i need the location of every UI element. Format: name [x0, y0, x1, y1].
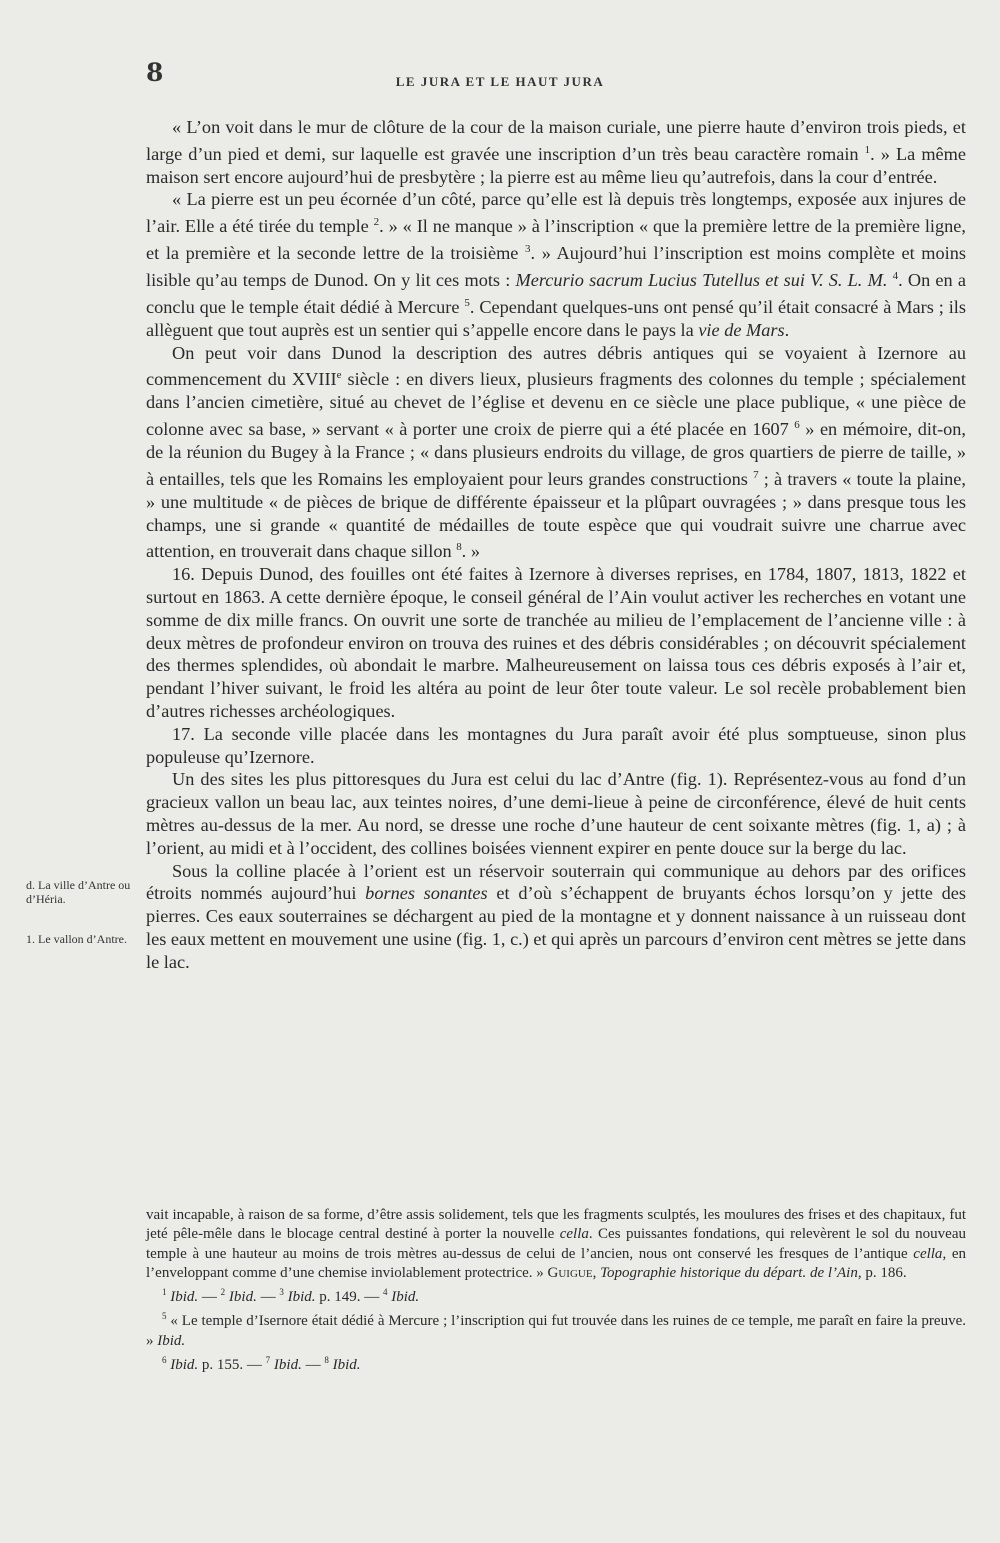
paragraph: Sous la colline placée à l’orient est un réservoir souterrain qui communique au dehors par des orifices étroits nommés aujourd’hui bornes sonantes et d’où s’échappent de bruyants échos lorsqu’on y jette des pierres. Ces eaux souterraines se déchargent au pied de la montagne et y donnent naissance à un ruisseau dont les eaux mettent en mouvement une usine (fig. 1, c.) et qui après un parcours d’environ cent mètres se jette dans le lac. — [146, 860, 966, 972]
paragraph: « La pierre est un peu écornée d’un côté, parce qu’elle est là depuis très longtemps, exposée aux injures de l’air. Elle a été tirée du temple $^2$. » « Il ne manque » à l’inscription « que la première lettre de la première ligne, et la première et la seconde lettre de la troisième $^3$. » Aujourd’hui l’inscription est moins complète et moins lisible qu’au temps de Dunod. On y lit ces mots : Mercurio sacrum Lucius Tutellus et sui V. S. L. M. $^4$. On en a conclu que le temple était dédié à Mercure $^5$. Cependant quelques-uns ont pensé qu’il était consacré à Mars ; ils allèguent que tout auprès est un sentier qui s’appelle encore dans le pays la vie de Mars. — [146, 189, 966, 340]
footnote-ref: 4 — [383, 1287, 388, 1298]
footnote-ref: 2 — [220, 1287, 226, 1298]
footnote-ref: 3 — [279, 1287, 284, 1298]
footnote-ref: 6 — [794, 419, 800, 432]
italic-text: Ibid. — [157, 1332, 186, 1349]
italic-text: Ibid. — [273, 1357, 302, 1374]
page-number: 8 — [146, 58, 164, 87]
italic-text: Ibid. — [170, 1289, 199, 1306]
italic-text: Ibid. — [170, 1357, 199, 1374]
footnotes — [146, 1206, 966, 1375]
footnote-ref: 4 — [892, 270, 899, 283]
paragraph: 16. Depuis Dunod, des fouilles ont été faites à Izernore à diverses reprises, en 1784, 1807, 1813, 1822 et surtout en 1863. A cette dernière époque, le conseil général de l’Ain voulut activer les recherches en votant une somme de dix mille francs. On ouvrit une sorte de tranchée au milieu de l’emplacement de l’ancienne ville : à deux mètres de profondeur environ on trouva des ruines et des débris considérables ; on découvrit spécialement des thermes splendides, où abondait le marbre. Malheureusement on laissa tous ces débris exposés à l’air et, pendant l’hiver suivant, le froid les altéra au point de leur ôter toute valeur. Le sol recèle probablement bien d’autres richesses archéologiques. — [146, 564, 966, 721]
paragraph: 17. La seconde ville placée dans les montagnes du Jura paraît avoir été plus somptueuse, sinon plus populeuse qu’Izernore. — [146, 723, 966, 767]
italic-text: cella — [559, 1226, 589, 1243]
footnote-ref: 8 — [324, 1355, 329, 1366]
footnote-ref: 2 — [373, 216, 380, 229]
footnote-ref: 5 — [162, 1311, 167, 1322]
footnote-ref: 1 — [162, 1287, 167, 1298]
footnote-ref: e — [336, 369, 342, 382]
footnote-ref: 3 — [525, 243, 531, 256]
footnote-ref: 8 — [456, 541, 462, 554]
footnote: $^6$ Ibid. p. 155. — $^7$ Ibid. — $^8$ Ibid. — [162, 1355, 361, 1374]
paragraph: Un des sites les plus pittoresques du Jura est celui du lac d’Antre (fig. 1). Représentez-vous au fond d’un gracieux vallon un beau lac, aux teintes noires, d’une demi-lieue à peine de circonférence, élevé de huit cents mètres au-dessus de la mer. Au nord, se dresse une roche d’une hauteur de cent soixante mètres (fig. 1, a) ; à l’orient, au midi et à l’occident, des collines boisées viennent expirer en pente douce sur la berge du lac. — [146, 769, 966, 858]
italic-text: cella — [913, 1245, 943, 1262]
footnote: vait incapable, à raison de sa forme, d’être assis solidement, tels que les fragments sculptés, les moulures des frises et des chapitaux, fut jeté pêle-mêle dans le blocage central destiné à porter la nouvelle cella. Ces puissantes fondations, qui relevèrent le sol du nouveau temple à une hauteur au moins de trois mètres au-dessus de celui de l’ancien, nous ont conservé les fresques de l’antique cella, en l’enveloppant comme d’une chemise inviolablement protectrice. » Guigue, Topographie historique du départ. de l’Ain, p. 186. — [146, 1207, 967, 1281]
italic-text: Mercurio sacrum Lucius Tutellus et sui V. S. L. M. — [515, 270, 888, 291]
paragraph: « L’on voit dans le mur de clôture de la cour de la maison curiale, une pierre haute d’environ trois pieds, et large d’un pied et demi, sur laquelle est gravée une inscription d’un très beau caractère romain $^1$. » La même maison sert encore aujourd’hui de presbytère ; la pierre est au même lieu qu’autrefois, dans la cour d’entrée. — [146, 117, 966, 187]
running-head: LE JURA ET LE HAUT JURA — [395, 74, 605, 89]
italic-text: Ibid. — [391, 1289, 420, 1306]
footnote-ref: 1 — [864, 143, 871, 156]
footnote: $^5$ « Le temple d’Isernore était dédié à Mercure ; l’inscription qui fut trouvée dans les ruines de ce temple, me paraît en faire la preuve. » Ibid. — [146, 1311, 966, 1349]
footnote-ref: 7 — [265, 1355, 271, 1366]
margin-note: d. La ville d’Antre ou d’Héria. — [26, 878, 131, 906]
footnote-ref: 5 — [464, 296, 470, 309]
italic-text: Ibid. — [332, 1357, 361, 1374]
margin-note: 1. Le vallon d’Antre. — [26, 932, 127, 946]
italic-text: Ibid. — [228, 1289, 257, 1306]
author-name: Guigue — [547, 1264, 593, 1281]
italic-text: bornes sonantes — [365, 883, 488, 904]
italic-text: Topographie historique du départ. de l’Ain — [600, 1264, 858, 1281]
italic-text: Ibid. — [287, 1289, 316, 1306]
main-text — [146, 116, 966, 974]
italic-text: vie de Mars — [698, 319, 785, 340]
footnote-ref: 7 — [753, 468, 759, 481]
paragraph: On peut voir dans Dunod la description des autres débris antiques qui se voyaient à Izernore au commencement du XVIIIe siècle : en divers lieux, plusieurs fragments des colonnes du temple ; spécialement dans l’ancien cimetière, situé au chevet de l’église et devenu en ce siècle une place publique, « une pièce de colonne avec sa base, » servant « à porter une croix de pierre qui a été placée en 1607 $^6$ » en mémoire, dit-on, de la réunion du Bugey à la France ; « dans plusieurs endroits du village, de gros quartiers de pierre de taille, » à entailles, tels que les Romains les employaient pour leurs grandes constructions $^7$ ; à travers « toute la plaine, » une multitude « de pièces de brique de différente épaisseur et la plûpart ouvragées ; » dans presque tous les champs, une si grande « quantité de médailles de toute espèce que qui voudrait suivre une charrue avec attention, en trouverait dans chaque sillon $^8$. » — [146, 342, 967, 562]
footnote-ref: 6 — [162, 1355, 167, 1366]
footnote: $^1$ Ibid. — $^2$ Ibid. — $^3$ Ibid. p. 149. — $^4$ Ibid. — [162, 1287, 420, 1306]
